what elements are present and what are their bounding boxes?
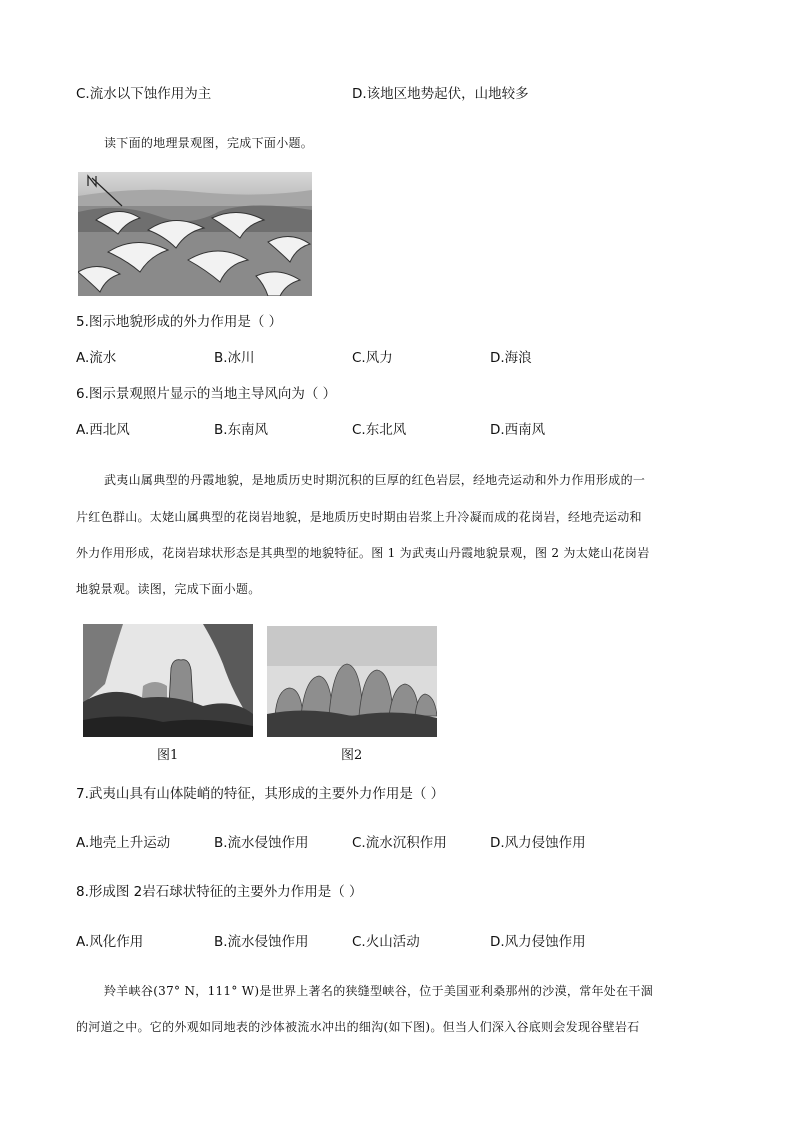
q6-option-d: D.西南风: [490, 422, 546, 438]
q6-option-a: A.西北风: [76, 422, 130, 438]
figure-2-graphic: [267, 626, 437, 737]
prev-option-d: D.该地区地势起伏，山地较多: [352, 86, 529, 102]
intro-text: 读下面的地理景观图，完成下面小题。: [104, 136, 314, 150]
question-6-stem: 6.图示景观照片显示的当地主导风向为（ ）: [76, 386, 337, 402]
q7-option-a: A.地壳上升运动: [76, 835, 171, 851]
q8-option-a: A.风化作用: [76, 934, 144, 950]
passage2-line-3: 外力作用形成，花岗岩球状形态是其典型的地貌特征。图 1 为武夷山丹霞地貌景观，图 2 为太姥山花岗岩: [76, 546, 650, 560]
passage2-line-1: 武夷山属典型的丹霞地貌，是地质历史时期沉积的巨厚的红色岩层，经地壳运动和外力作用形成的一: [104, 473, 646, 487]
q5-option-d: D.海浪: [490, 350, 532, 366]
dune-photo-graphic: [78, 172, 312, 296]
passage3-line-2: 的河道之中。它的外观如同地表的沙体被流水冲出的细沟(如下图)。但当人们深入谷底则会发现谷壁岩石: [76, 1020, 640, 1034]
figure-2-granite-photo: [267, 626, 437, 737]
q5-option-c: C.风力: [352, 350, 393, 366]
figure-1-caption: 图1: [157, 748, 179, 763]
q5-option-a: A.流水: [76, 350, 117, 366]
question-8-stem: 8.形成图 2岩石球状特征的主要外力作用是（ ）: [76, 884, 363, 900]
q5-option-b: B.冰川: [214, 350, 255, 366]
passage2-line-4: 地貌景观。读图，完成下面小题。: [76, 582, 261, 596]
q7-option-b: B.流水侵蚀作用: [214, 835, 309, 851]
prev-option-c: C.流水以下蚀作用为主: [76, 86, 212, 102]
question-5-stem: 5.图示地貌形成的外力作用是（ ）: [76, 314, 283, 330]
q7-option-d: D.风力侵蚀作用: [490, 835, 586, 851]
q6-option-c: C.东北风: [352, 422, 407, 438]
q8-option-c: C.火山活动: [352, 934, 420, 950]
q7-option-c: C.流水沉积作用: [352, 835, 447, 851]
dune-landscape-photo: [78, 172, 312, 296]
q8-option-d: D.风力侵蚀作用: [490, 934, 586, 950]
figure-2-caption: 图2: [341, 748, 363, 763]
figure-1-graphic: [83, 624, 253, 737]
passage3-line-1: 羚羊峡谷(37° N，111° W)是世界上著名的狭缝型峡谷，位于美国亚利桑那州的沙漠，常年处在干涸: [104, 984, 654, 998]
question-7-stem: 7.武夷山具有山体陡峭的特征，其形成的主要外力作用是（ ）: [76, 786, 445, 802]
passage2-line-2: 片红色群山。太姥山属典型的花岗岩地貌，是地质历史时期由岩浆上升冷凝而成的花岗岩，经地壳运动和: [76, 510, 642, 524]
figure-1-danxia-photo: [83, 624, 253, 737]
q8-option-b: B.流水侵蚀作用: [214, 934, 309, 950]
q6-option-b: B.东南风: [214, 422, 269, 438]
